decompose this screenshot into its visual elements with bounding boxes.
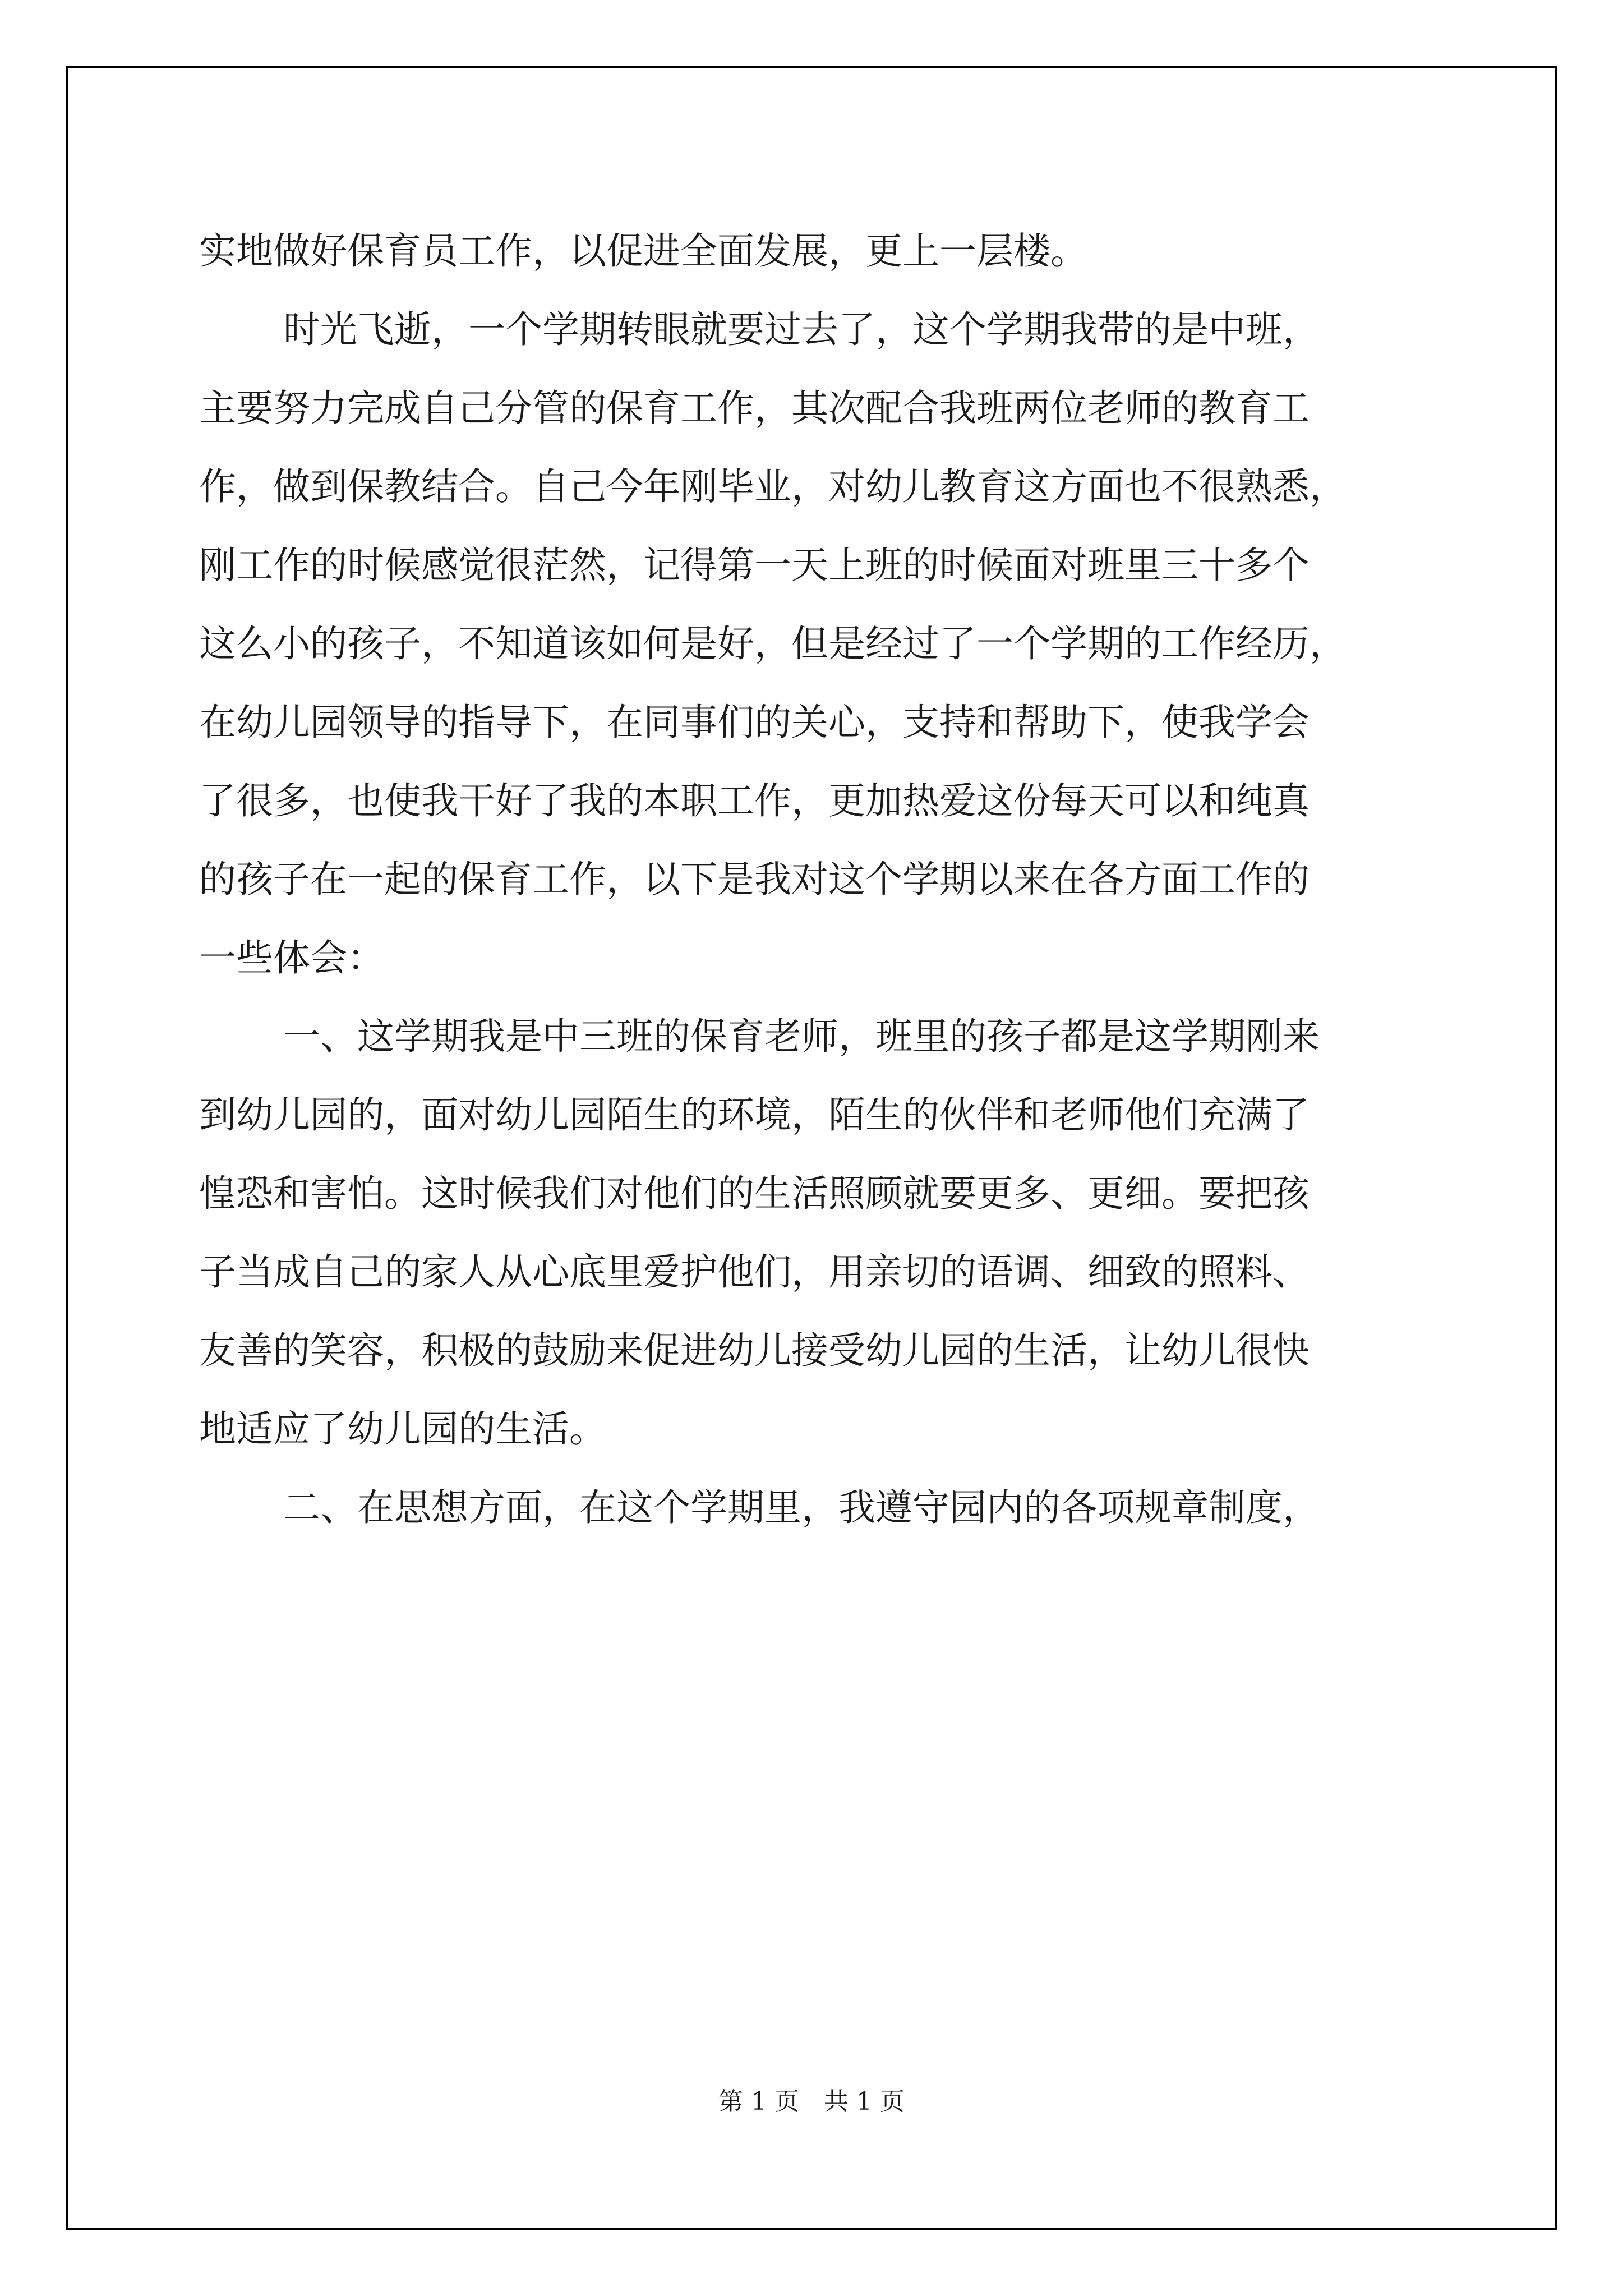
text-line: 时光飞逝，一个学期转眼就要过去了，这个学期我带的是中班， bbox=[283, 308, 1320, 351]
text-line: 这么小的孩子，不知道该如何是好，但是经过了一个学期的工作经历， bbox=[199, 622, 1347, 665]
text-line: 一些体会： bbox=[199, 936, 384, 979]
text-line: 的孩子在一起的保育工作，以下是我对这个学期以来在各方面工作的 bbox=[199, 858, 1310, 901]
text-line: 一、这学期我是中三班的保育老师，班里的孩子都是这学期刚来 bbox=[283, 1015, 1320, 1058]
text-line: 二、在思想方面，在这个学期里，我遵守园内的各项规章制度， bbox=[283, 1486, 1320, 1529]
text-line: 在幼儿园领导的指导下，在同事们的关心，支持和帮助下，使我学会 bbox=[199, 701, 1310, 744]
text-line: 子当成自己的家人从心底里爱护他们，用亲切的语调、细致的照料、 bbox=[199, 1250, 1310, 1294]
text-line: 到幼儿园的，面对幼儿园陌生的环境，陌生的伙伴和老师他们充满了 bbox=[199, 1093, 1310, 1137]
text-line: 地适应了幼儿园的生活。 bbox=[199, 1407, 606, 1451]
text-line: 了很多，也使我干好了我的本职工作，更加热爱这份每天可以和纯真 bbox=[199, 779, 1310, 822]
page-footer: 第 1 页 共 1 页 bbox=[718, 2087, 905, 2116]
text-line: 实地做好保育员工作，以促进全面发展，更上一层楼。 bbox=[199, 229, 1087, 273]
text-line: 主要努力完成自己分管的保育工作，其次配合我班两位老师的教育工 bbox=[199, 386, 1310, 430]
text-line: 刚工作的时候感觉很茫然，记得第一天上班的时候面对班里三十多个 bbox=[199, 544, 1310, 587]
text-line: 作，做到保教结合。自己今年刚毕业，对幼儿教育这方面也不很熟悉， bbox=[199, 465, 1347, 508]
text-line: 友善的笑容，积极的鼓励来促进幼儿接受幼儿园的生活，让幼儿很快 bbox=[199, 1329, 1310, 1372]
text-line: 惶恐和害怕。这时候我们对他们的生活照顾就要更多、更细。要把孩 bbox=[199, 1172, 1310, 1215]
document-body bbox=[199, 212, 1427, 1547]
